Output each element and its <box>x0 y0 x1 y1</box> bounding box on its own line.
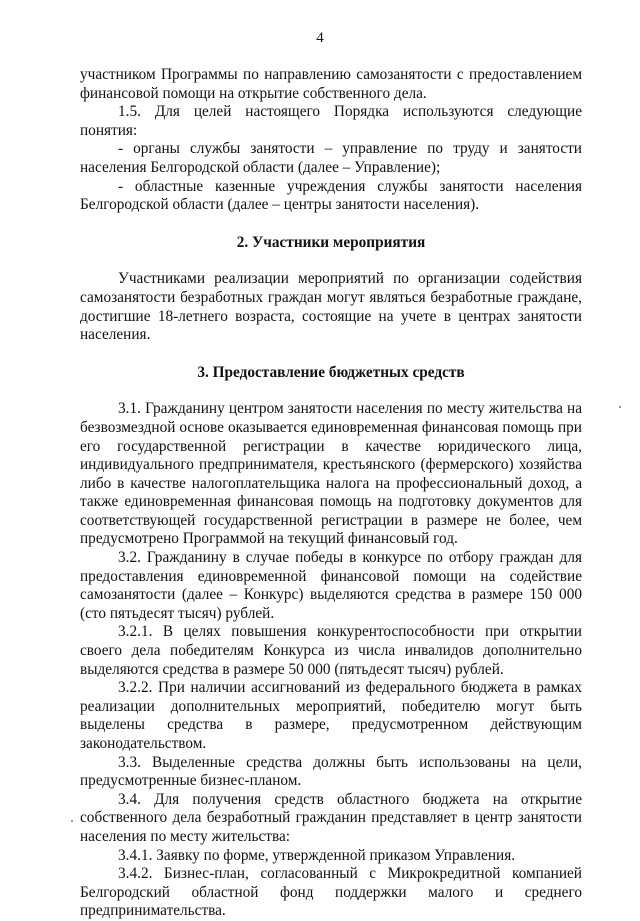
paragraph-definition-employment-centers: - областные казенные учреждения службы занятости населения Белгородской области (далее – центры занятости населения). <box>80 177 582 214</box>
paragraph-3-3: 3.3. Выделенные средства должны быть использованы на цели, предусмотренные бизнес-планом. <box>80 753 582 790</box>
paragraph-definition-employment-authorities: - органы службы занятости – управление по труду и занятости населения Белгородской области (далее – Управление); <box>80 140 582 176</box>
page-number: 4 <box>316 30 324 46</box>
scan-dust-mark <box>71 820 73 822</box>
paragraph-3-4-1: 3.4.1. Заявку по форме, утвержденной приказом Управления. <box>118 846 516 864</box>
paragraph-1-5: 1.5. Для целей настоящего Порядка используются следующие понятия: <box>80 103 582 139</box>
section-2-paragraph: Участниками реализации мероприятий по организации содействия самозанятости безработных граждан могут являться безработные граждане, достигшие 18-летнего возраста, состоящие на учете в центрах занятости населения. <box>80 270 582 344</box>
paragraph-continuation: участником Программы по направлению самозанятости с предоставлением финансовой помощи на открытие собственного дела. <box>80 66 582 102</box>
paragraph-3-4: 3.4. Для получения средств областного бюджета на открытие собственного дела безработный гражданин представляет в центр занятости населения по месту жительства: <box>80 790 582 845</box>
section-2-heading: 2. Участники мероприятия <box>236 233 426 251</box>
paragraph-3-2-2: 3.2.2. При наличии ассигнований из федерального бюджета в рамках реализации дополнительных мероприятий, победителю могут быть выделены средства в размере, предусмотренном действующим законодательством. <box>80 679 582 752</box>
paragraph-3-1: 3.1. Гражданину центром занятости населения по месту жительства на безвозмездной основе оказывается единовременная финансовая помощь при его государственной регистрации в качестве юридического лица, индивидуального предпринимателя, крестьянского (фермерского) хозяйства либо в качестве налогоплательщика налога на профессиональный доход, а также единовременная финансовая помощь на подготовку документов для соответствующей государственной регистрации в размере не более, чем предусмотрено Программой на текущий финансовый год. <box>80 400 582 548</box>
document-body <box>80 66 582 921</box>
paragraph-3-4-2: 3.4.2. Бизнес-план, согласованный с Микрокредитной компанией Белгородский областной фонд поддержки малого и среднего предпринимательства. <box>80 865 582 920</box>
section-3-heading: 3. Предоставление бюджетных средств <box>197 363 465 381</box>
scan-dust-mark <box>619 406 621 408</box>
paragraph-3-2: 3.2. Гражданину в случае победы в конкурсе по отбору граждан для предоставления единовременной финансовой помощи на содействие самозанятости (далее – Конкурс) выделяются средства в размере 150 000 (сто пятьдесят тысяч) рублей. <box>80 549 582 622</box>
paragraph-3-2-1: 3.2.1. В целях повышения конкурентоспособности при открытии своего дела победителям Конкурса из числа инвалидов дополнительно выделяются средства в размере 50 000 (пятьдесят тысяч) рублей. <box>80 623 582 678</box>
